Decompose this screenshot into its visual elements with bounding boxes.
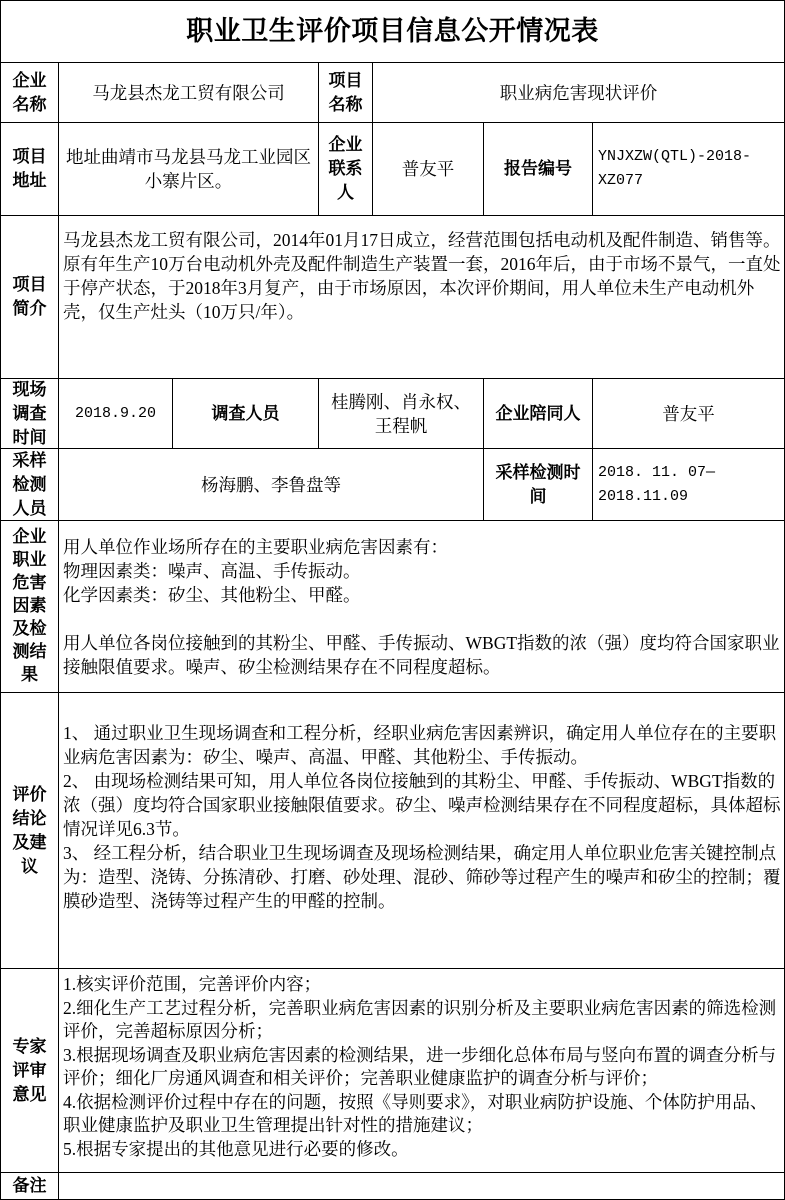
surveyors-value: 桂腾刚、肖永权、王程帆 [331,391,471,436]
hazard-results-text [63,535,781,679]
review-item: 3.根据现场调查及职业病危害因素的检测结果，进一步细化总体布局与竖向布置的调查分析与评价；细化厂房通风调查和相关评价；完善职业健康监护的调查分析与评价； [63,1044,777,1088]
sampling-staff-label: 采样检测人员 [12,450,47,519]
remarks-value [59,1173,784,1199]
remarks-label: 备注 [12,1176,47,1196]
escort-value: 普友平 [662,403,715,424]
report-number-label: 报告编号 [504,159,572,179]
conclusion-paragraph: 2、 由现场检测结果可知，用人单位各岗位接触到的其粉尘、甲醛、手传振动、WBGT指数的浓（强）度均符合国家职业接触限值要求。矽尘、噪声检测结果存在不同程度超标，具体超标情况详见6.3节。 [63,771,781,839]
expert-review-label-cell [1,969,58,1172]
review-item: 2.细化生产工艺过程分析，完善职业病危害因素的识别分析及主要职业病危害因素的筛选检测评价，完善超标原因分析； [63,997,777,1041]
hazard-paragraph: 化学因素类：矽尘、其他粉尘、甲醛。 [63,584,361,605]
conclusions-text [63,721,781,913]
sampling-date-label-cell [484,449,592,520]
report-number-value: YNJXZW(QTL)-2018-XZ077 [598,148,752,189]
report-number-cell [593,123,784,215]
review-item: 1.核实评价范围，完善评价内容； [63,974,322,994]
project-address-label-cell [1,123,58,215]
project-address-label: 项目地址 [12,147,47,191]
conclusions-label: 评价结论及建议 [12,784,47,877]
sampling-date-value [598,461,715,509]
survey-date-cell [59,379,172,448]
hazard-paragraph: 物理因素类：噪声、高温、手传振动。 [63,560,361,581]
document-title: 职业卫生评价项目信息公开情况表 [186,15,599,47]
sampling-date-label: 采样检测时间 [495,462,581,507]
hazard-results-label: 企业职业危害因素及检测结果 [12,527,47,685]
hazard-paragraph: 用人单位各岗位接触到的其粉尘、甲醛、手传振动、WBGT指数的浓（强）度均符合国家职业接触限值要求。噪声、矽尘检测结果存在不同程度超标。 [63,632,780,677]
hazard-results-label-cell [1,521,58,692]
company-name-value: 马龙县杰龙工贸有限公司 [92,82,285,103]
company-name-label-cell [1,63,58,122]
project-summary-label-cell [1,216,58,378]
escort-cell [593,379,784,448]
remarks-label-cell [1,1173,58,1199]
expert-review-text [63,973,781,1161]
contact-person-label: 企业联系人 [328,135,363,203]
project-name-cell [373,63,784,122]
company-name-label: 企业名称 [12,70,47,115]
project-name-value: 职业病危害现状评价 [499,82,658,103]
sampling-staff-value: 杨海鹏、李鲁盘等 [201,474,341,495]
surveyors-label: 调查人员 [211,403,280,424]
survey-date-value: 2018.9.20 [74,404,156,422]
title-cell [1,1,784,62]
expert-review-label: 专家评审意见 [12,1036,47,1105]
conclusions-label-cell [1,693,58,968]
review-item: 4.依据检测评价过程中存在的问题，按照《导则要求》，对职业病防护设施、个体防护用品、职业健康监护及职业卫生管理提出针对性的措施建议； [63,1091,768,1135]
contact-person-cell [373,123,483,215]
sampling-staff-cell [59,449,483,520]
project-summary-cell [59,216,784,378]
review-item: 5.根据专家提出的其他意见进行必要的修改。 [63,1138,409,1159]
project-name-label: 项目名称 [328,70,363,115]
project-address-value: 地址曲靖市马龙县马龙工业园区小寨片区。 [66,147,311,191]
project-address-cell [59,123,318,215]
summary-paragraph: 原有年生产10万台电动机外壳及配件制造生产装置一套，2016年后，由于市场不景气，一直处于停产状态，于2018年3月复产，由于市场原因，本次评价期间，用人单位未生产电动机外壳，仅生产灶头（10万只/年）。 [63,254,781,322]
conclusion-paragraph: 1、 通过职业卫生现场调查和工程分析，经职业病危害因素辨识，确定用人单位存在的主要职业病危害因素为：矽尘、噪声、高温、甲醛、其他粉尘、手传振动。 [63,723,777,767]
conclusions-cell [59,693,784,968]
project-summary-text [63,228,781,324]
surveyors-label-cell [173,379,318,448]
report-number-label-cell [484,123,592,215]
survey-date-label: 现场调查时间 [12,379,47,448]
sampling-staff-label-cell [1,449,58,520]
escort-label-cell [484,379,592,448]
project-name-label-cell [319,63,372,122]
company-name-cell [59,63,318,122]
conclusion-paragraph: 3、 经工程分析，结合职业卫生现场调查及现场检测结果，确定用人单位职业危害关键控制点为：造型、浇铸、分拣清砂、打磨、砂处理、混砂、筛砂等过程产生的噪声和矽尘的控制；覆膜砂造型、浇铸等过程产生的甲醛的控制。 [63,843,781,911]
project-summary-label: 项目简介 [12,275,47,319]
contact-person-value: 普友平 [401,159,455,179]
sampling-date-to: 2018.11.09 [598,487,689,505]
surveyors-cell [319,379,483,448]
contact-person-label-cell [319,123,372,215]
escort-label: 企业陪同人 [495,403,581,424]
sampling-date-from: 2018. 11. 07— [598,463,716,481]
hazard-paragraph: 用人单位作业场所存在的主要职业病危害因素有： [63,536,448,557]
survey-date-label-cell [1,379,58,448]
expert-review-cell [59,969,784,1172]
sampling-date-cell [593,449,784,520]
hazard-results-cell [59,521,784,692]
summary-paragraph: 马龙县杰龙工贸有限公司，2014年01月17日成立，经营范围包括电动机及配件制造、销售等。 [63,230,781,250]
